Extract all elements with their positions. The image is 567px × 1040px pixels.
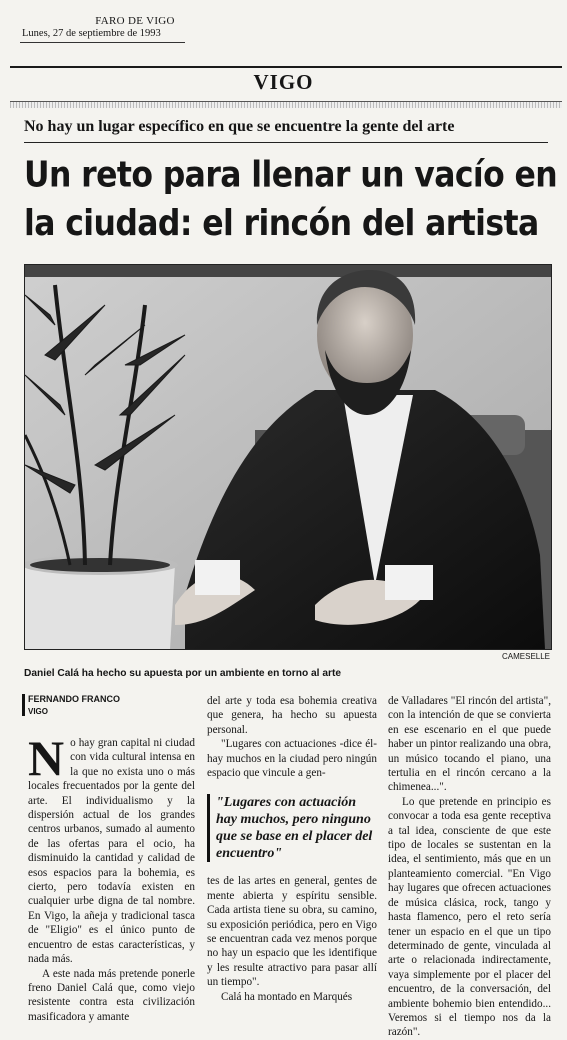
paragraph: del arte y toda esa bohemia creativa que genera, ha hecho su apuesta personal. xyxy=(207,695,377,736)
drop-cap: N xyxy=(28,730,65,786)
paragraph: A este nada más pretende ponerle freno Daniel Calá que, como viejo resistente contra esta civilización masificadora y amante xyxy=(28,967,195,1023)
masthead-rule xyxy=(20,42,185,43)
photo-illustration xyxy=(25,265,551,649)
headline-line-2: la ciudad: el rincón del artista xyxy=(24,203,539,244)
article-photo xyxy=(24,264,552,650)
paragraph: Calá ha montado en Marqués xyxy=(221,990,353,1003)
top-rule xyxy=(10,66,562,68)
byline-city: VIGO xyxy=(28,707,49,716)
headline xyxy=(24,152,559,248)
paragraph: "Lugares con actuaciones -dice él- hay muchos en la ciudad pero ningún espacio que vincule a gen- xyxy=(207,738,377,780)
publication-date: Lunes, 27 de septiembre de 1993 xyxy=(22,28,161,39)
section-rule xyxy=(10,101,562,108)
section-title: VIGO xyxy=(253,70,314,94)
article-column-2 xyxy=(207,694,377,1004)
paragraph: Lo que pretende en principio es convocar a toda esa gente receptiva a tal idea, consciente de que este tipo de locales se sustentan en la idea, el sentimiento, más que en un planteamiento comercial. "En Vigo hay lugares que ofrecen actuaciones de música clásica, rock, tango y hasta flamenco, pero el reto sería tener un espacio en el que un tipo determinado de gente, vinculada al arte o relacionada indirectamente, vaya simplemente por el placer del encuentro, de la conversación, del ambiente bohemio bien entendido... Veremos si el tiempo nos da la razón". xyxy=(388,795,551,1039)
article-column-1 xyxy=(28,730,195,1024)
paragraph: de Valladares "El rincón del artista", con la intención de que se convierta en ese escenario en el que puede haber un pintor realizando una obra, un músico tocando el piano, una tertulia en el rincón cercano a la chimenea...". xyxy=(388,695,551,794)
subheadline: No hay un lugar específico en que se encuentre la gente del arte xyxy=(24,118,455,135)
photo-credit: CAMESELLE xyxy=(502,652,551,661)
photo-caption: Daniel Calá ha hecho su apuesta por un ambiente en torno al arte xyxy=(24,668,342,679)
pull-quote: "Lugares con actuación hay muchos, pero ninguno que se base en el placer del encuentro" xyxy=(207,794,377,862)
byline-author: FERNANDO FRANCO xyxy=(28,694,120,704)
headline-line-1: Un reto para llenar un vacío en xyxy=(24,155,558,196)
byline-bar xyxy=(22,694,25,716)
paragraph: No hay gran capital ni ciudad con vida cultural intensa en la que no exista uno o más locales frecuentados por la gente del arte. El individualismo y la dispersión actual de los grandes centros urbanos, sumado al aumento de las ofertas para el ocio, ha disminuido la cantidad y calidad de esos espacios para la bohemia, es cierto, pero todavía existen en cualquier urbe digna de tal nombre. En Vigo, la añeja y tradicional tasca de "Eligio" es el único punto de encuentro de estas características, y nada más. xyxy=(28,730,195,966)
paragraph: tes de las artes en general, gentes de mente abierta y espíritu sensible. Cada artista tiene su obra, su camino, su exposición periódica, pero en Vigo se encuentran cada vez menos porque no hay un espacio que les identifique y les resulte atractivo para pasar allí un tiempo". xyxy=(207,875,377,989)
subhead-rule xyxy=(24,142,548,143)
article-column-3 xyxy=(388,694,551,1040)
newspaper-name: FARO DE VIGO xyxy=(95,15,175,27)
plant-pot xyxy=(25,555,178,649)
